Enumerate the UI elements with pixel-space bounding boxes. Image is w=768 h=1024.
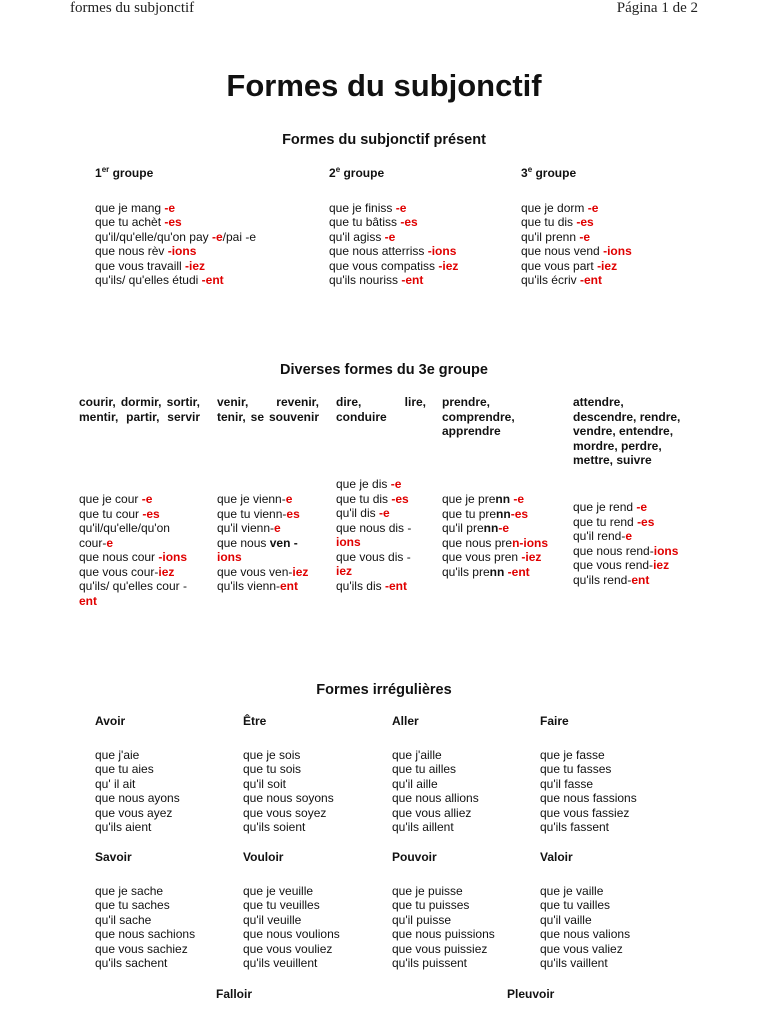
- diverses-col-attendre-forms: [573, 500, 698, 587]
- conjugation-line: que vous valiez: [540, 941, 623, 956]
- ending-text: iez: [292, 564, 309, 579]
- ending-text: ent: [280, 579, 298, 593]
- conjugation-line: [329, 244, 458, 259]
- ending-text: e: [274, 521, 281, 535]
- ending-text: -es: [391, 491, 409, 506]
- stem-text: que je vienn-: [217, 492, 286, 506]
- ending-text: -e: [384, 229, 396, 244]
- stem-text: que tu bâtiss: [329, 215, 401, 229]
- conjugation-line: [217, 565, 323, 580]
- conjugation-line: [442, 492, 562, 507]
- ending-text: iez: [158, 564, 175, 579]
- conjugation-line: que tu vailles: [540, 898, 611, 912]
- conjugation-line: qu'ils veuillent: [243, 956, 318, 970]
- conjugation-line: qu'il aille: [392, 776, 438, 791]
- conjugation-line: que tu veuilles: [243, 898, 320, 912]
- stem-text: que je pre: [442, 492, 496, 506]
- conjugation-line: que tu saches: [95, 898, 170, 912]
- diverses-col-venir-forms: [217, 492, 323, 594]
- conjugation-line: que je sache: [95, 883, 164, 898]
- stem-text: qu'il vienn-: [217, 521, 274, 535]
- ending-text: iez: [336, 564, 353, 578]
- diverses-col-courir: [79, 395, 200, 424]
- ending-text: -ent: [384, 578, 407, 593]
- verb-pleuvoir: [507, 987, 554, 1002]
- conjugation-line: que nous allions: [392, 791, 479, 805]
- group-2-column: [329, 166, 458, 288]
- diverses-col-courir-forms: [79, 492, 204, 608]
- diverses-col-prendre-forms: [442, 492, 562, 579]
- conjugation-line: [95, 201, 256, 216]
- verb-aller-column: [392, 714, 479, 835]
- diverses-col-prendre-head: prendre, comprendre, apprendre: [442, 395, 515, 438]
- conjugation-line: [573, 573, 698, 588]
- stem-text: qu'il pre: [442, 521, 484, 535]
- conjugation-line: [79, 521, 204, 536]
- conjugation-line: [79, 550, 204, 565]
- stem-text: /pai -e: [222, 229, 256, 244]
- stem-text: que je dorm: [521, 200, 588, 215]
- conjugation-line: qu'il soit: [243, 776, 286, 791]
- conjugation-line: [336, 477, 431, 492]
- conjugation-line: [336, 550, 431, 565]
- ending-text: -e: [211, 229, 223, 244]
- stem-text: que nous: [217, 535, 270, 550]
- stem-text: que nous atterriss: [329, 244, 428, 258]
- conjugation-line: qu'il veuille: [243, 912, 302, 927]
- stem-text: qu'il dis: [336, 506, 379, 520]
- ending-text: -es: [400, 215, 418, 229]
- diverses-col-attendre-head: attendre, descendre, rendre, vendre, entendre, mordre, perdre, mettre, suivre: [573, 395, 681, 467]
- verb-heading: Savoir: [95, 850, 132, 864]
- ending-text: -e: [390, 477, 402, 491]
- group-3-heading: 3e groupe: [521, 165, 577, 180]
- conjugation-line: [573, 500, 698, 515]
- diverses-col-venir-head: venir, revenir, tenir, se souvenir: [217, 395, 319, 424]
- group-1-heading: 1er groupe: [95, 165, 154, 180]
- stem-text: que nous dis -: [336, 520, 412, 535]
- diverses-col-courir-head: courir, dormir, sortir, mentir, partir, servir: [79, 395, 200, 424]
- ending-text: -e: [378, 506, 390, 520]
- conjugation-line: que nous valions: [540, 927, 631, 941]
- ending-text: -es: [576, 215, 594, 229]
- ending-text: es: [286, 506, 300, 521]
- conjugation-line: que j'aie: [95, 747, 140, 762]
- conjugation-line: qu'il sache: [95, 912, 152, 927]
- stem-text: que je mang: [95, 200, 165, 215]
- stem-text: que je dis: [336, 477, 391, 491]
- conjugation-line: [79, 507, 204, 522]
- stem-text: que vous pren: [442, 550, 522, 564]
- conjugation-line: [79, 594, 204, 609]
- conjugation-line: [95, 244, 256, 259]
- conjugation-line: que vous sachiez: [95, 941, 188, 956]
- ending-text: e: [106, 535, 114, 550]
- verb-pleuvoir-heading: Pleuvoir: [507, 987, 555, 1001]
- ending-text: -es: [142, 506, 160, 521]
- ending-text: ent: [631, 572, 650, 587]
- ending-text: -ions: [158, 550, 188, 564]
- verb-heading: Valoir: [540, 850, 573, 864]
- conjugation-line: [573, 558, 698, 573]
- verb-heading: Pouvoir: [392, 850, 437, 864]
- conjugation-line: qu'ils puissent: [392, 956, 467, 970]
- conjugation-line: [217, 536, 323, 551]
- ending-text: -es: [510, 506, 529, 521]
- ending-text: -e: [579, 229, 591, 244]
- conjugation-line: qu'ils soient: [243, 820, 306, 834]
- ending-text: -ions: [603, 244, 632, 258]
- conjugation-line: que nous soyons: [243, 791, 334, 805]
- conjugation-line: [573, 544, 698, 559]
- conjugation-line: [79, 565, 204, 580]
- group-1-column: [95, 166, 256, 288]
- ending-text: -e: [141, 492, 153, 506]
- conjugation-line: qu'ils aient: [95, 820, 152, 834]
- ending-text: -iez: [521, 550, 542, 564]
- conjugation-line: qu'ils sachent: [95, 956, 168, 970]
- stem-text: que tu dis: [336, 491, 392, 506]
- ending-text: -e: [395, 200, 407, 215]
- verb-heading: Être: [243, 714, 267, 728]
- group-2-heading: 2e groupe: [329, 165, 385, 180]
- conjugation-line: que vous ayez: [95, 805, 173, 820]
- section-irregulieres-heading: Formes irrégulières: [316, 682, 452, 698]
- conjugation-line: que je veuille: [243, 883, 314, 898]
- page-number: Página 1 de 2: [616, 0, 698, 16]
- ending-text: -ent: [401, 273, 424, 287]
- ending-text: -ent: [201, 273, 224, 287]
- conjugation-line: [329, 230, 458, 245]
- conjugation-line: que je fasse: [540, 747, 605, 762]
- conjugation-line: que je vaille: [540, 883, 604, 898]
- stem-text: que tu achèt: [95, 215, 165, 229]
- stem-text: que nous cour: [79, 550, 159, 564]
- conjugation-line: [329, 201, 458, 216]
- conjugation-line: qu'ils vaillent: [540, 956, 608, 970]
- stem-text: qu'ils/ qu'elles cour -: [79, 579, 187, 593]
- conjugation-line: [336, 521, 431, 536]
- ending-text: -e: [164, 200, 176, 215]
- ending-text: e: [625, 529, 633, 543]
- conjugation-line: que nous sachions: [95, 927, 196, 941]
- verb-faire-column: [540, 714, 637, 835]
- ending-text: iez: [653, 558, 670, 572]
- stem-text: que vous ven-: [217, 564, 293, 579]
- stem-text: qu'il/qu'elle/qu'on pay: [95, 229, 212, 244]
- conjugation-line: qu' il ait: [95, 776, 136, 791]
- conjugation-line: [329, 273, 458, 288]
- stem-text: que tu cour: [79, 506, 143, 521]
- ending-text: -e: [498, 521, 509, 535]
- ending-text: -ions: [167, 244, 197, 258]
- ending-text: -e: [513, 492, 525, 506]
- stem-text: que vous part: [521, 258, 598, 273]
- stem-text: qu'ils/ qu'elles étudi: [95, 273, 202, 287]
- conjugation-line: [442, 507, 562, 522]
- stem-text: qu'il agiss: [329, 229, 385, 244]
- ending-text: -e: [636, 500, 648, 514]
- diverses-col-prendre: [442, 395, 552, 439]
- conjugation-line: que tu sois: [243, 762, 302, 776]
- section-present-heading: Formes du subjonctif présent: [282, 132, 486, 148]
- ending-text: -ent: [507, 564, 530, 579]
- conjugation-line: [217, 521, 323, 536]
- stem-text: nn: [495, 492, 514, 506]
- conjugation-line: que vous soyez: [243, 805, 327, 820]
- verb-heading: Vouloir: [243, 850, 284, 864]
- conjugation-line: [217, 492, 323, 507]
- conjugation-line: [442, 550, 562, 565]
- verb-tre-column: [243, 714, 334, 835]
- stem-text: que vous travaill: [95, 258, 186, 273]
- conjugation-line: [95, 273, 256, 288]
- ending-text: -iez: [438, 258, 459, 273]
- conjugation-line: que tu ailles: [392, 762, 457, 776]
- conjugation-line: [95, 215, 256, 230]
- ending-text: -iez: [185, 258, 206, 273]
- conjugation-line: [336, 506, 431, 521]
- conjugation-line: [521, 273, 632, 288]
- ending-text: e: [285, 492, 293, 506]
- stem-text: nn: [489, 564, 508, 579]
- conjugation-line: qu'il vaille: [540, 912, 592, 927]
- verb-heading: Faire: [540, 714, 569, 728]
- stem-text: que vous compatiss: [329, 258, 439, 273]
- ending-text: ions: [336, 535, 361, 549]
- conjugation-line: que vous alliez: [392, 805, 472, 820]
- conjugation-line: [442, 536, 562, 551]
- verb-avoir-column: [95, 714, 180, 835]
- ending-text: ions: [653, 543, 679, 558]
- stem-text: que vous dis -: [336, 549, 411, 564]
- conjugation-line: [79, 492, 204, 507]
- stem-text: que nous rend-: [573, 543, 654, 558]
- conjugation-line: qu'ils aillent: [392, 820, 454, 834]
- conjugation-line: [329, 259, 458, 274]
- stem-text: cour-: [79, 535, 107, 550]
- conjugation-line: que nous fassions: [540, 791, 637, 805]
- conjugation-line: [217, 507, 323, 522]
- ending-text: -es: [637, 514, 655, 529]
- conjugation-line: [336, 492, 431, 507]
- conjugation-line: [442, 521, 562, 536]
- stem-text: qu'ils pre: [442, 564, 490, 579]
- conjugation-line: qu'il fasse: [540, 776, 593, 791]
- stem-text: qu'ils écriv: [521, 273, 580, 287]
- conjugation-line: [217, 550, 323, 565]
- stem-text: que vous cour-: [79, 564, 159, 579]
- ending-text: -ions: [427, 244, 457, 258]
- diverses-col-venir: [217, 395, 319, 424]
- stem-text: que je finiss: [329, 200, 396, 215]
- stem-text: qu'ils nouriss: [329, 273, 402, 287]
- conjugation-line: [79, 536, 204, 551]
- stem-text: qu'il prenn: [521, 229, 580, 244]
- ending-text: -e: [587, 200, 599, 215]
- conjugation-line: que vous puissiez: [392, 941, 488, 956]
- conjugation-line: que nous voulions: [243, 927, 340, 941]
- stem-text: qu'ils dis: [336, 578, 385, 593]
- conjugation-line: [79, 579, 204, 594]
- conjugation-line: [521, 215, 632, 230]
- conjugation-line: [521, 259, 632, 274]
- conjugation-line: [336, 564, 431, 579]
- stem-text: que nous pre: [442, 535, 513, 550]
- section-diverses-heading: Diverses formes du 3e groupe: [280, 362, 488, 378]
- verb-falloir: [216, 987, 252, 1002]
- stem-text: que tu vienn-: [217, 506, 287, 521]
- stem-text: qu'il rend-: [573, 529, 626, 543]
- stem-text: que tu pre: [442, 506, 497, 521]
- group-3-column: [521, 166, 632, 288]
- stem-text: que nous rèv: [95, 244, 168, 258]
- verb-valoir-column: [540, 850, 630, 971]
- stem-text: que je rend: [573, 500, 637, 514]
- conjugation-line: [336, 535, 431, 550]
- verb-savoir-column: [95, 850, 195, 971]
- stem-text: que nous vend: [521, 244, 604, 258]
- conjugation-line: [521, 244, 632, 259]
- conjugation-line: [329, 215, 458, 230]
- stem-text: que je cour: [79, 492, 142, 506]
- stem-text: que tu dis: [521, 215, 577, 229]
- verb-heading: Aller: [392, 714, 419, 728]
- conjugation-line: qu'il puisse: [392, 912, 451, 927]
- ending-text: -es: [164, 215, 182, 229]
- stem-text: que tu rend: [573, 514, 638, 529]
- conjugation-line: [95, 259, 256, 274]
- diverses-col-attendre: [573, 395, 688, 468]
- conjugation-line: [95, 230, 256, 245]
- page-header-title: formes du subjonctif: [70, 0, 195, 16]
- conjugation-line: que j'aille: [392, 747, 442, 762]
- conjugation-line: [521, 230, 632, 245]
- ending-text: n-ions: [512, 535, 549, 550]
- conjugation-line: que je sois: [243, 747, 301, 762]
- conjugation-line: [336, 579, 431, 594]
- ending-text: -iez: [597, 258, 618, 273]
- conjugation-line: que nous puissions: [392, 927, 495, 941]
- conjugation-line: [573, 529, 698, 544]
- verb-vouloir-column: [243, 850, 340, 971]
- stem-text: ven -: [269, 535, 298, 550]
- stem-text: qu'ils vienn-: [217, 579, 280, 593]
- conjugation-line: que nous ayons: [95, 791, 180, 805]
- conjugation-line: [573, 515, 698, 530]
- conjugation-line: que vous fassiez: [540, 805, 630, 820]
- verb-heading: Avoir: [95, 714, 126, 728]
- document-title: Formes du subjonctif: [226, 68, 542, 103]
- stem-text: qu'ils rend-: [573, 572, 632, 587]
- stem-text: nn: [496, 506, 511, 521]
- conjugation-line: que tu aies: [95, 762, 154, 776]
- conjugation-line: que je puisse: [392, 883, 463, 898]
- stem-text: que vous rend-: [573, 558, 654, 572]
- stem-text: nn: [483, 521, 499, 535]
- verb-falloir-heading: Falloir: [216, 987, 253, 1001]
- diverses-col-dire: [336, 395, 426, 424]
- ending-text: -ent: [579, 273, 602, 287]
- ending-text: ent: [79, 593, 97, 608]
- conjugation-line: qu'ils fassent: [540, 820, 609, 834]
- conjugation-line: que tu fasses: [540, 762, 612, 776]
- diverses-col-dire-head: dire, lire, conduire: [336, 395, 426, 424]
- conjugation-line: que vous vouliez: [243, 941, 333, 956]
- ending-text: ions: [217, 550, 242, 564]
- conjugation-line: [442, 565, 562, 580]
- verb-pouvoir-column: [392, 850, 495, 971]
- stem-text: qu'il/qu'elle/qu'on: [79, 521, 170, 535]
- conjugation-line: que tu puisses: [392, 898, 470, 912]
- diverses-col-dire-forms: [336, 477, 431, 593]
- conjugation-line: [217, 579, 323, 594]
- conjugation-line: [521, 201, 632, 216]
